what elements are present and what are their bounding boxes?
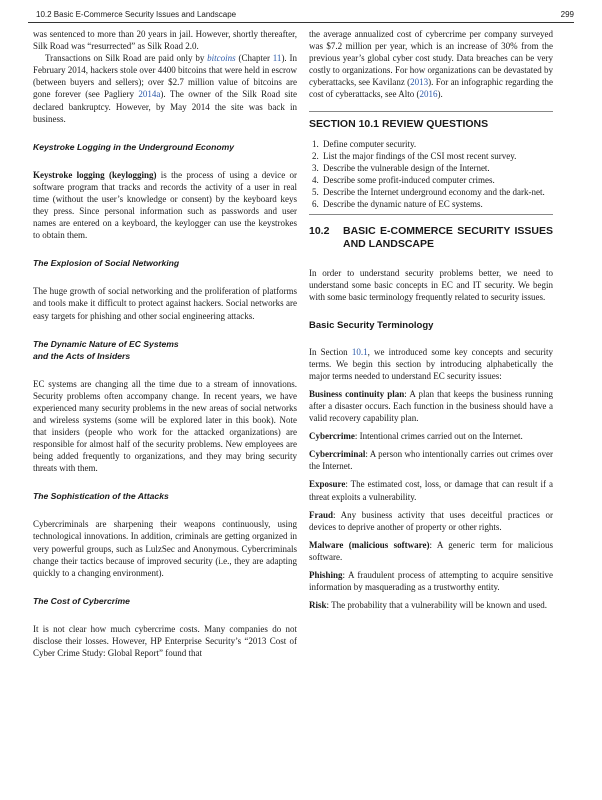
definition: Fraud: Any business activity that uses deceitful practices or devices to deprive another of property or other rights. xyxy=(309,509,553,532)
running-header-section: 10.2 Basic E-Commerce Security Issues and Landscape xyxy=(36,10,237,19)
definition: Business continuity plan: A plan that keeps the business running after a disaster occurs. Each function in the business should have a valid recovery capability plan. xyxy=(309,388,553,424)
review-title: SECTION 10.1 REVIEW QUESTIONS xyxy=(309,117,489,130)
term: Cybercrime xyxy=(309,431,355,442)
paragraph-sophistication: Cybercriminals are sharpening their weapons continuously, using technological innovations. In addition, criminals are getting organized in very powerful groups, such as LulzSec and Anonymous. Cybercriminals change their tactics because of improved security (i.e., they are adapting quickly to a changing environment). xyxy=(33,519,297,578)
right-column xyxy=(309,28,553,611)
paragraph-cost-cont: the average annualized cost of cybercrime per company surveyed was $7.2 million per year, which is an increase of 30% from the previous year’s global cyber cost study. Data breaches can be very costly to organizations. For how organizations can be devastated by cyberattacks, see Kavilanz (2013). For an infographic regarding the cost of cyberattacks, see Alto (2016). xyxy=(309,29,553,100)
definition: Risk: The probability that a vulnerability will be known and used. xyxy=(309,600,548,611)
definition: Exposure: The estimated cost, loss, or damage that can result if a threat exploits a vulnerability. xyxy=(309,479,553,502)
term: Fraud xyxy=(309,509,334,520)
paragraph-cost: It is not clear how much cybercrime costs. Many companies do not disclose their losses. However, HP Enterprise Security’s “2013 Cost of Cyber Crime Study: Global Report” found that xyxy=(33,623,297,658)
review-questions-box xyxy=(309,111,553,216)
subheading-keystroke: Keystroke Logging in the Underground Economy xyxy=(33,141,235,152)
reference-link[interactable]: 2016 xyxy=(419,89,438,100)
review-item: 5. Describe the Internet underground economy and the dark-net. xyxy=(321,186,553,198)
term-keylogging: Keystroke logging (keylogging) xyxy=(33,169,157,180)
paragraph-social: The huge growth of social networking and the proliferation of platforms and tools make it difficult to protect against hackers. Social networks are easy targets for phishing and other social engineering attacks. xyxy=(33,286,297,321)
definition: Phishing: A fraudulent process of attempting to acquire sensitive information by masquerading as a trustworthy entity. xyxy=(309,570,553,593)
section-link[interactable]: 10.1 xyxy=(351,346,368,357)
bitcoins-link[interactable]: bitcoins xyxy=(207,53,236,64)
term: Risk xyxy=(309,600,327,611)
subheading-dynamic: The Dynamic Nature of EC Systems and the Acts of Insiders xyxy=(33,338,179,361)
term: Business continuity plan xyxy=(309,388,405,399)
definition: Malware (malicious software): A generic term for malicious software. xyxy=(309,539,554,562)
subheading-sophistication: The Sophistication of the Attacks xyxy=(33,491,169,502)
term: Cybercriminal xyxy=(309,449,366,460)
definition: Cybercriminal: A person who intentionally carries out crimes over the Internet. xyxy=(309,449,553,472)
left-column xyxy=(33,28,297,659)
page-number: 299 xyxy=(560,10,574,19)
section-title: BASIC E-COMMERCE SECURITY ISSUES AND LANDSCAPE xyxy=(343,225,553,251)
review-item: 1. Define computer security. xyxy=(321,138,553,150)
review-list xyxy=(309,138,553,211)
paragraph: was sentenced to more than 20 years in jail. However, shortly thereafter, Silk Road was “resurrected” as Silk Road 2.0. xyxy=(33,29,297,52)
chapter-link[interactable]: 11 xyxy=(272,53,282,64)
review-item: 6. Describe the dynamic nature of EC systems. xyxy=(321,198,553,210)
paragraph-term-intro: In Section 10.1, we introduced some key concepts and security terms. We begin this section by introducing alphabetically the major terms needed to understand EC security issues: xyxy=(309,346,553,381)
term: Malware (malicious software) xyxy=(309,539,430,550)
term: Phishing xyxy=(309,570,343,580)
term: Exposure xyxy=(309,479,346,490)
review-item: 3. Describe the vulnerable design of the Internet. xyxy=(321,162,553,174)
section-number: 10.2 xyxy=(309,225,330,238)
paragraph-intro: In order to understand security problems better, we need to understand some basic concepts in EC and IT security. We begin with some basic terminology frequently related to security issues. xyxy=(309,268,553,303)
header-rule xyxy=(28,22,574,23)
subheading-terminology: Basic Security Terminology xyxy=(309,319,434,331)
section-heading xyxy=(309,225,553,251)
subheading-social: The Explosion of Social Networking xyxy=(33,258,180,269)
paragraph-silk-road: Transactions on Silk Road are paid only by bitcoins (Chapter 11). In February 2014, hackers stole over 4400 bitcoins that were held in escrow (between buyers and sellers); over $2.7 million value of bitcoins are gone forever (see Pagliery 2014a). The owner of the Silk Road site declared bankruptcy. However, by May 2014 the site was back in business. xyxy=(33,53,297,124)
review-item: 2. List the major findings of the CSI most recent survey. xyxy=(321,150,553,162)
definition: Cybercrime: Intentional crimes carried out on the Internet. xyxy=(309,431,523,442)
subheading-cost: The Cost of Cybercrime xyxy=(33,595,130,606)
reference-link[interactable]: 2013 xyxy=(410,77,429,88)
reference-link[interactable]: 2014a xyxy=(138,89,161,100)
review-item: 4. Describe some profit-induced computer crimes. xyxy=(321,174,553,186)
paragraph-keystroke: Keystroke logging (keylogging) is the process of using a device or software program that tracks and records the activity of a user in real time (without the user’s knowledge or consent) by the keyboard keys they press. Since personal information such as passwords and user names are entered on a keyboard, the keylogger can use the keystrokes to obtain them. xyxy=(33,169,297,241)
paragraph-dynamic: EC systems are changing all the time due to a stream of innovations. Security problems often accompany change. In recent years, we have experienced many security problems in the new areas of social networks and wireless systems (some will be explored later in this book). Note that insiders (people who work for the attacked organizations) are responsible for almost half of the security problems. New employees are being added frequently to organizations, and they may bring security threats with them. xyxy=(33,378,297,474)
